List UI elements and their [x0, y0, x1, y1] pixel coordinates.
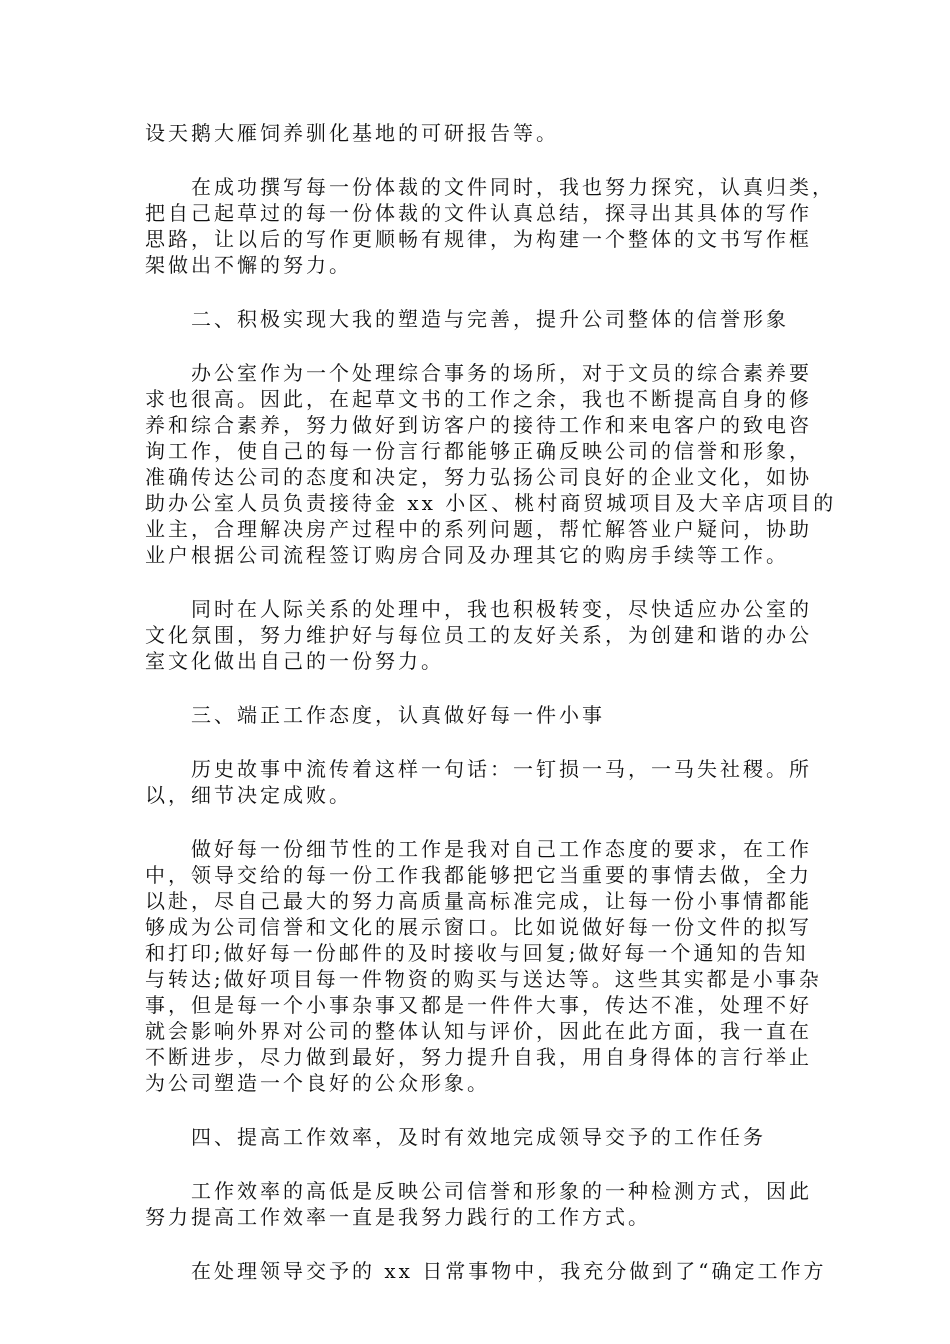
text-line: 以赴，尽自己最大的努力高质量高标准完成，让每一份小事情都能 — [145, 889, 812, 913]
text-line: 够成为公司信誉和文化的展示窗口。比如说做好每一份文件的拟写 — [145, 915, 812, 939]
text-line: 努力提高工作效率一直是我努力践行的工作方式。 — [145, 1205, 651, 1229]
text-line: 业户根据公司流程签订购房合同及办理其它的购房手续等工作。 — [145, 543, 789, 567]
text-line: 助办公室人员负责接待金 xx 小区、桃村商贸城项目及大辛店项目的 — [145, 491, 837, 515]
text-line: 就会影响外界对公司的整体认知与评价，因此在此方面，我一直在 — [145, 1019, 812, 1043]
text-line: 在处理领导交予的 xx 日常事物中，我充分做到了“确定工作方 — [191, 1259, 827, 1283]
text-line: 与转达;做好项目每一件物资的购买与送达等。这些其实都是小事杂 — [145, 967, 822, 991]
text-line: 询工作，使自己的每一份言行都能够正确反映公司的信誉和形象， — [145, 439, 812, 463]
text-line: 架做出不懈的努力。 — [145, 253, 352, 277]
paragraph — [145, 596, 812, 674]
text-line: 和打印;做好每一份邮件的及时接收与回复;做好每一个通知的告知 — [145, 941, 809, 965]
text-line: 设天鹅大雁饲养驯化基地的可研报告等。 — [145, 121, 559, 145]
paragraph — [145, 836, 822, 1096]
paragraph — [145, 1178, 812, 1230]
text-line: 业主，合理解决房产过程中的系列问题，帮忙解答业户疑问，协助 — [145, 517, 812, 541]
document-page — [145, 120, 837, 1312]
section-heading-2 — [145, 306, 807, 332]
heading-text: 四、提高工作效率，及时有效地完成领导交予的工作任务 — [191, 1125, 766, 1149]
text-line: 以，细节决定成败。 — [145, 783, 352, 807]
text-line: 办公室作为一个处理综合事务的场所，对于文员的综合素养要 — [191, 361, 812, 385]
text-line: 中，领导交给的每一份工作我都能够把它当重要的事情去做，全力 — [145, 863, 812, 887]
text-line: 同时在人际关系的处理中，我也积极转变，尽快适应办公室的 — [191, 597, 812, 621]
paragraph — [145, 174, 835, 278]
text-line: 不断进步，尽力做到最好，努力提升自我，用自身得体的言行举止 — [145, 1045, 812, 1069]
text-line: 事，但是每一个小事杂事又都是一件件大事，传达不准，处理不好 — [145, 993, 812, 1017]
paragraph-continuation — [145, 120, 807, 146]
paragraph — [145, 756, 812, 808]
text-line: 求也很高。因此，在起草文书的工作之余，我也不断提高自身的修 — [145, 387, 812, 411]
text-line: 思路，让以后的写作更顺畅有规律，为构建一个整体的文书写作框 — [145, 227, 812, 251]
section-heading-3 — [145, 702, 807, 728]
text-line: 历史故事中流传着这样一句话：一钉损一马，一马失社稷。所 — [191, 757, 812, 781]
text-line: 养和综合素养，努力做好到访客户的接待工作和来电客户的致电咨 — [145, 413, 812, 437]
heading-text: 二、积极实现大我的塑造与完善，提升公司整体的信誉形象 — [191, 307, 789, 331]
text-line: 文化氛围，努力维护好与每位员工的友好关系，为创建和谐的办公 — [145, 623, 812, 647]
paragraph — [145, 1258, 827, 1284]
text-line: 工作效率的高低是反映公司信誉和形象的一种检测方式，因此 — [191, 1179, 812, 1203]
text-line: 在成功撰写每一份体裁的文件同时，我也努力探究，认真归类， — [191, 175, 835, 199]
paragraph — [145, 360, 837, 568]
text-line: 室文化做出自己的一份努力。 — [145, 649, 444, 673]
text-line: 为公司塑造一个良好的公众形象。 — [145, 1071, 490, 1095]
text-line: 把自己起草过的每一份体裁的文件认真总结，探寻出其具体的写作 — [145, 201, 812, 225]
heading-text: 三、端正工作态度，认真做好每一件小事 — [191, 703, 605, 727]
text-line: 准确传达公司的态度和决定，努力弘扬公司良好的企业文化，如协 — [145, 465, 812, 489]
text-line: 做好每一份细节性的工作是我对自己工作态度的要求，在工作 — [191, 837, 812, 861]
section-heading-4 — [145, 1124, 807, 1150]
